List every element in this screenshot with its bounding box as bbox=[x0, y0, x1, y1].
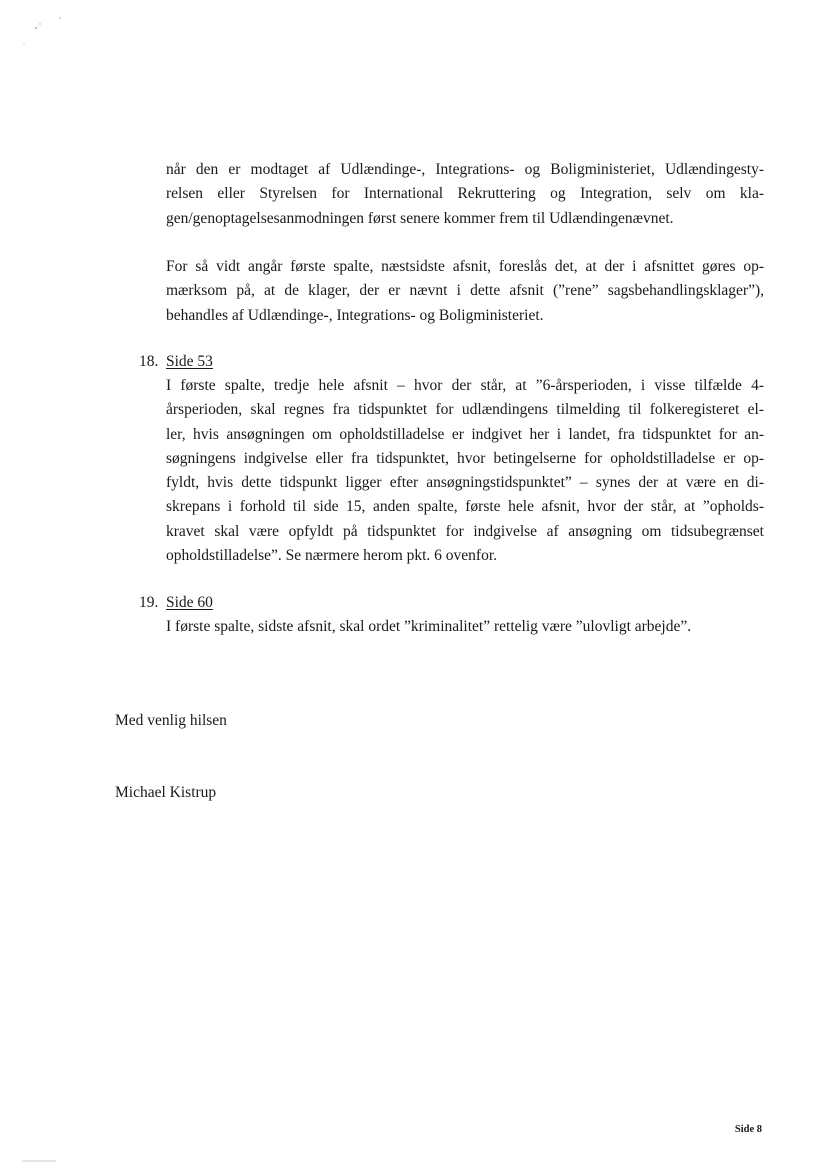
scan-specks bbox=[18, 12, 78, 52]
page-number: Side 8 bbox=[734, 1124, 762, 1135]
paragraph-continuation bbox=[166, 158, 764, 231]
text-line: fyldt, hvis dette tidspunkt ligger efter ansøgningstidspunktet” – synes der at være en di- bbox=[166, 474, 764, 492]
text-line: årsperioden, skal regnes fra tidspunktet for udlændingens tilmelding til folkeregisteret el- bbox=[166, 401, 764, 419]
text-line: søgningens indgivelse eller fra tidspunktet, hvor betingelserne for opholdstilladelse er op- bbox=[166, 449, 764, 467]
scan-edge-mark bbox=[22, 1160, 56, 1162]
item-19-number: 19. bbox=[139, 594, 159, 611]
item-18-heading: Side 53 bbox=[166, 353, 213, 370]
text-line: kravet skal være opfyldt på tidspunktet for indgivelse af ansøgning om tidsubegrænset bbox=[166, 522, 764, 540]
text-line: relsen eller Styrelsen for International Rekruttering og Integration, selv om kla- bbox=[166, 185, 764, 203]
item-19-heading: Side 60 bbox=[166, 594, 213, 611]
text-line: For så vidt angår første spalte, næstsidste afsnit, foreslås det, at der i afsnittet gøres op- bbox=[166, 258, 764, 275]
text-line: når den er modtaget af Udlændinge-, Integrations- og Boligministeriet, Udlændingesty- bbox=[166, 161, 764, 178]
item-18-body bbox=[166, 374, 764, 568]
item-19-body bbox=[166, 615, 764, 639]
item-18-number: 18. bbox=[139, 353, 159, 370]
paragraph-first-column bbox=[166, 255, 764, 328]
closing-greeting: Med venlig hilsen bbox=[115, 712, 227, 729]
text-line: opholdstilladelse”. Se nærmere herom pkt. 6 ovenfor. bbox=[166, 547, 498, 565]
text-line: behandles af Udlændinge-, Integrations- og Boligministeriet. bbox=[166, 306, 544, 324]
text-line: mærksom på, at de klager, der er nævnt i dette afsnit (”rene” sagsbehandlingsklager”), bbox=[166, 282, 764, 300]
text-line: gen/genoptagelsesanmodningen først senere kommer frem til Udlændingenævnet. bbox=[166, 209, 674, 227]
signature-name: Michael Kistrup bbox=[115, 784, 217, 801]
text-line: I første spalte, tredje hele afsnit – hvor der står, at ”6-årsperioden, i visse tilfælde 4- bbox=[166, 377, 764, 394]
text-line: I første spalte, sidste afsnit, skal ordet ”kriminalitet” rettelig være ”ulovligt arbejde”. bbox=[166, 618, 692, 635]
text-line: skrepans i forhold til side 15, anden spalte, første hele afsnit, hvor der står, at ”opholds- bbox=[166, 498, 764, 516]
text-line: ler, hvis ansøgningen om opholdstilladelse er indgivet her i landet, fra tidspunktet for an- bbox=[166, 425, 764, 443]
